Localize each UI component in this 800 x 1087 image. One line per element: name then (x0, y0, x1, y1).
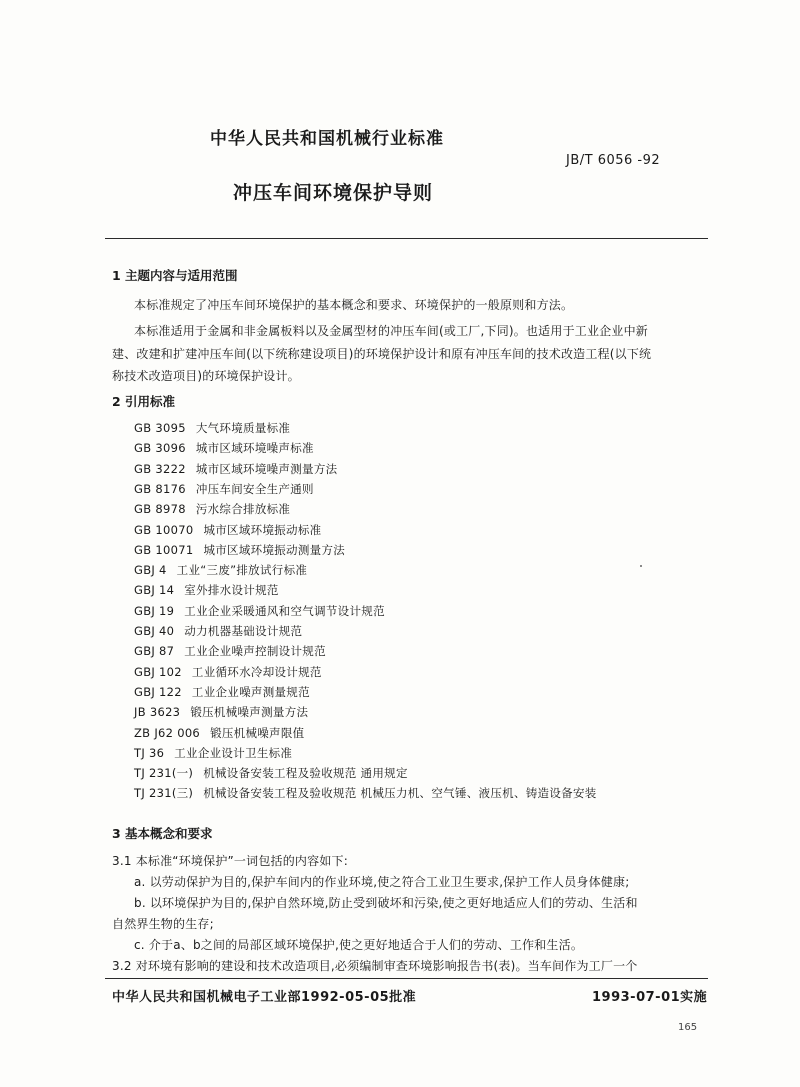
reference-item (134, 765, 408, 781)
reference-code: GBJ 122 (134, 684, 182, 699)
footer-rule (105, 978, 708, 979)
reference-code: GBJ 102 (134, 664, 182, 679)
clause-3-1: 3.1 本标准“环境保护”一词包括的内容如下: (112, 854, 348, 868)
reference-item (134, 785, 597, 801)
section-1-heading: 1 主题内容与适用范围 (112, 268, 238, 283)
reference-code: GB 3095 (134, 421, 186, 435)
reference-title: 动力机器基础设计规范 (184, 624, 303, 638)
document-title: 冲压车间环境保护导则 (233, 182, 434, 204)
reference-code: GB 3222 (134, 461, 186, 476)
reference-item (134, 745, 292, 761)
reference-code: JB 3623 (134, 705, 181, 720)
reference-title: 工业企业采暖通风和空气调节设计规范 (184, 603, 385, 618)
reference-item (134, 501, 290, 517)
reference-item (134, 664, 322, 680)
reference-item (134, 643, 326, 659)
page-number: 165 (678, 1022, 698, 1033)
reference-item (134, 704, 308, 720)
section-1-paragraph-2-line-3: 称技术改造项目)的环境保护设计。 (112, 369, 300, 383)
reference-code: TJ 231(一) (134, 766, 194, 781)
approval-line: 中华人民共和国机械电子工业部1992-05-05批准 (112, 990, 417, 1005)
reference-title: 城市区域环境振动标准 (203, 522, 322, 537)
reference-title: 工业企业噪声测量规范 (191, 684, 310, 699)
reference-code: GBJ 87 (134, 644, 175, 659)
reference-item (134, 440, 314, 456)
reference-title: 机械设备安装工程及验收规范 通用规定 (203, 766, 408, 781)
reference-code: GB 3096 (134, 441, 186, 456)
reference-title: 工业企业设计卫生标准 (174, 745, 293, 760)
reference-item (134, 522, 321, 538)
reference-code: TJ 36 (134, 745, 165, 760)
reference-code: GBJ 19 (134, 603, 175, 618)
reference-code: GBJ 4 (134, 563, 167, 578)
reference-code: GB 10071 (134, 542, 194, 557)
reference-item (134, 684, 310, 700)
reference-item (134, 582, 279, 598)
reference-item (134, 481, 314, 497)
reference-title: 锻压机械噪声测量方法 (190, 705, 309, 720)
stray-mark (640, 565, 642, 567)
reference-title: 城市区域环境噪声标准 (195, 441, 314, 456)
reference-code: ZB J62 006 (134, 725, 201, 740)
reference-item (134, 542, 345, 558)
reference-code: GB 10070 (134, 522, 194, 537)
reference-title: 室外排水设计规范 (184, 583, 279, 598)
section-1-paragraph-2-line-1: 本标准适用于金属和非金属板料以及金属型材的冲压车间(或工厂,下同)。也适用于工业企业中新 (134, 324, 648, 338)
reference-item (134, 725, 304, 741)
section-1-paragraph-2-line-2: 建、改建和扩建冲压车间(以下统称建设项目)的环境保护设计和原有冲压车间的技术改造工程(以下统 (112, 347, 652, 361)
reference-code: GB 8978 (134, 502, 186, 517)
reference-item (134, 461, 337, 477)
reference-title: 锻压机械噪声限值 (210, 725, 305, 740)
reference-title: 城市区域环境噪声测量方法 (195, 461, 338, 476)
header-rule (105, 238, 708, 239)
reference-title: 冲压车间安全生产通则 (195, 481, 314, 496)
reference-code: GBJ 40 (134, 624, 175, 638)
clause-3-1-item-c: c. 介于a、b之间的局部区域环境保护,使之更好地适合于人们的劳动、工作和生活。 (134, 938, 584, 952)
reference-title: 工业循环水冷却设计规范 (191, 664, 322, 679)
reference-title: 城市区域环境振动测量方法 (203, 542, 346, 557)
reference-item (134, 562, 307, 578)
reference-code: GBJ 14 (134, 583, 175, 598)
reference-item (134, 623, 302, 639)
reference-title: 机械设备安装工程及验收规范 机械压力机、空气锤、液压机、铸造设备安装 (203, 786, 597, 801)
reference-item (134, 420, 290, 436)
section-3-heading: 3 基本概念和要求 (112, 826, 213, 841)
clause-3-1-item-b-line-2: 自然界生物的生存; (112, 917, 214, 931)
clause-3-2: 3.2 对环境有影响的建设和技术改造项目,必须编制审查环境影响报告书(表)。当车间作为工厂一个 (112, 959, 638, 973)
standard-category: 中华人民共和国机械行业标准 (210, 129, 444, 149)
standard-number: JB/T 6056 -92 (566, 153, 661, 168)
clause-3-1-item-a: a. 以劳动保护为目的,保护车间内的作业环境,使之符合工业卫生要求,保护工作人员身体健康; (134, 875, 630, 889)
reference-code: TJ 231(三) (134, 786, 194, 801)
reference-title: 污水综合排放标准 (195, 502, 291, 517)
reference-title: 工业企业噪声控制设计规范 (184, 644, 326, 659)
reference-code: GB 8176 (134, 481, 186, 496)
clause-3-1-item-b-line-1: b. 以环境保护为目的,保护自然环境,防止受到破坏和污染,使之更好地适应人们的劳动、生活和 (134, 896, 638, 910)
section-1-paragraph-1: 本标准规定了冲压车间环境保护的基本概念和要求、环境保护的一般原则和方法。 (134, 298, 574, 312)
reference-title: 大气环境质量标准 (195, 421, 291, 435)
reference-title: 工业“三废”排放试行标准 (176, 563, 308, 578)
reference-item (134, 603, 385, 619)
implementation-date: 1993-07-01实施 (592, 990, 708, 1005)
section-2-heading: 2 引用标准 (112, 394, 176, 409)
